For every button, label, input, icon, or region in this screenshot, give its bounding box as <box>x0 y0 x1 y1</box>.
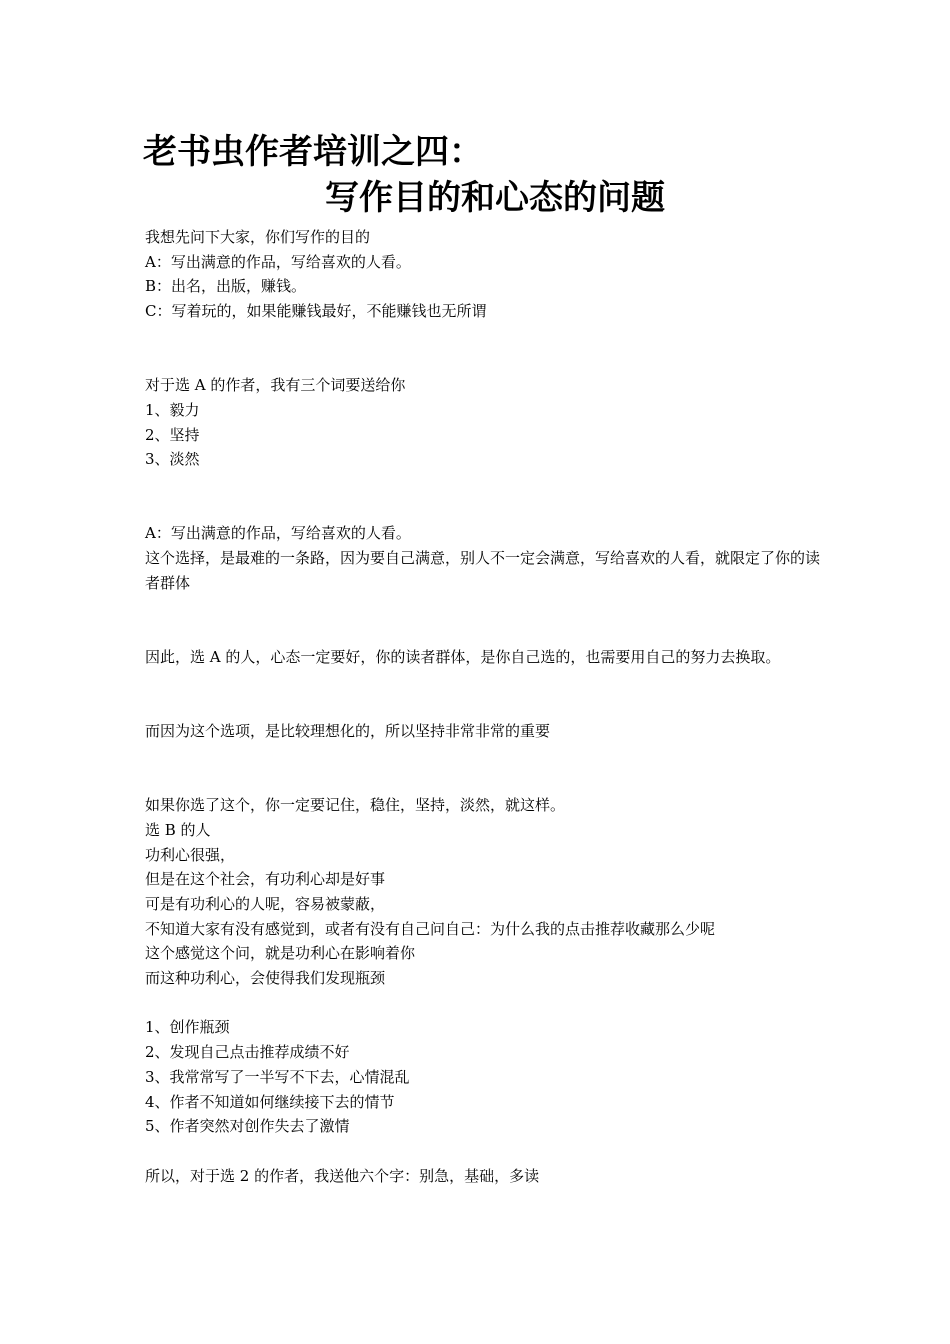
paragraph-option-b: B：出名，出版，赚钱。 <box>145 277 307 296</box>
paragraph-b-line-2: 但是在这个社会，有功利心却是好事 <box>145 870 386 889</box>
paragraph-a-explain: 这个选择，是最难的一条路，因为要自己满意，别人不一定会满意，写给喜欢的人看，就限定了你的读者群体 <box>145 549 821 592</box>
paragraph-a-ideal: 而因为这个选项，是比较理想化的，所以坚持非常非常的重要 <box>145 722 551 740</box>
document-subtitle: 写作目的和心态的问题 <box>325 178 665 218</box>
paragraph-b-conclusion: 所以，对于选 2 的作者，我送他六个字：别急，基础，多读 <box>145 1166 540 1185</box>
paragraph-b-line-1: 功利心很强， <box>145 845 236 864</box>
list-item-b-4: 4、作者不知道如何继续接下去的情节 <box>145 1092 395 1111</box>
paragraph-b-line-3: 可是有功利心的人呢，容易被蒙蔽， <box>145 894 386 913</box>
paragraph-b-line-5: 这个感觉这个问，就是功利心在影响着你 <box>145 944 416 963</box>
list-item-a-word-2: 2、坚持 <box>145 425 200 444</box>
list-item-a-word-3: 3、淡然 <box>145 450 200 469</box>
paragraph-a-therefore: 因此，选 A 的人，心态一定要好，你的读者群体，是你自己选的，也需要用自己的努力去换取。 <box>145 647 781 666</box>
paragraph-b-line-4: 不知道大家有没有感觉到，或者有没有自己问自己：为什么我的点击推荐收藏那么少呢 <box>145 919 716 938</box>
document-title: 老书虫作者培训之四： <box>143 132 483 172</box>
list-item-a-word-1: 1、毅力 <box>145 400 200 419</box>
paragraph-a-repeat: A：写出满意的作品，写给喜欢的人看。 <box>145 524 411 543</box>
paragraph-intro-question: 我想先问下大家，你们写作的目的 <box>145 228 371 246</box>
list-item-b-2: 2、发现自己点击推荐成绩不好 <box>145 1043 350 1062</box>
list-item-b-5: 5、作者突然对创作失去了激情 <box>145 1117 350 1136</box>
paragraph-a-remember: 如果你选了这个，你一定要记住，稳住，坚持，淡然，就这样。 <box>145 796 566 815</box>
paragraph-option-a: A：写出满意的作品，写给喜欢的人看。 <box>145 252 411 271</box>
document-body <box>145 225 825 1188</box>
list-item-b-1: 1、创作瓶颈 <box>145 1018 230 1037</box>
paragraph-b-line-6: 而这种功利心，会使得我们发现瓶颈 <box>145 969 386 988</box>
list-item-b-3: 3、我常常写了一半写不下去，心情混乱 <box>145 1067 410 1086</box>
paragraph-b-intro: 选 B 的人 <box>145 820 211 839</box>
paragraph-option-c: C：写着玩的，如果能赚钱最好，不能赚钱也无所谓 <box>145 302 487 321</box>
paragraph-a-intro: 对于选 A 的作者，我有三个词要送给你 <box>145 376 406 395</box>
